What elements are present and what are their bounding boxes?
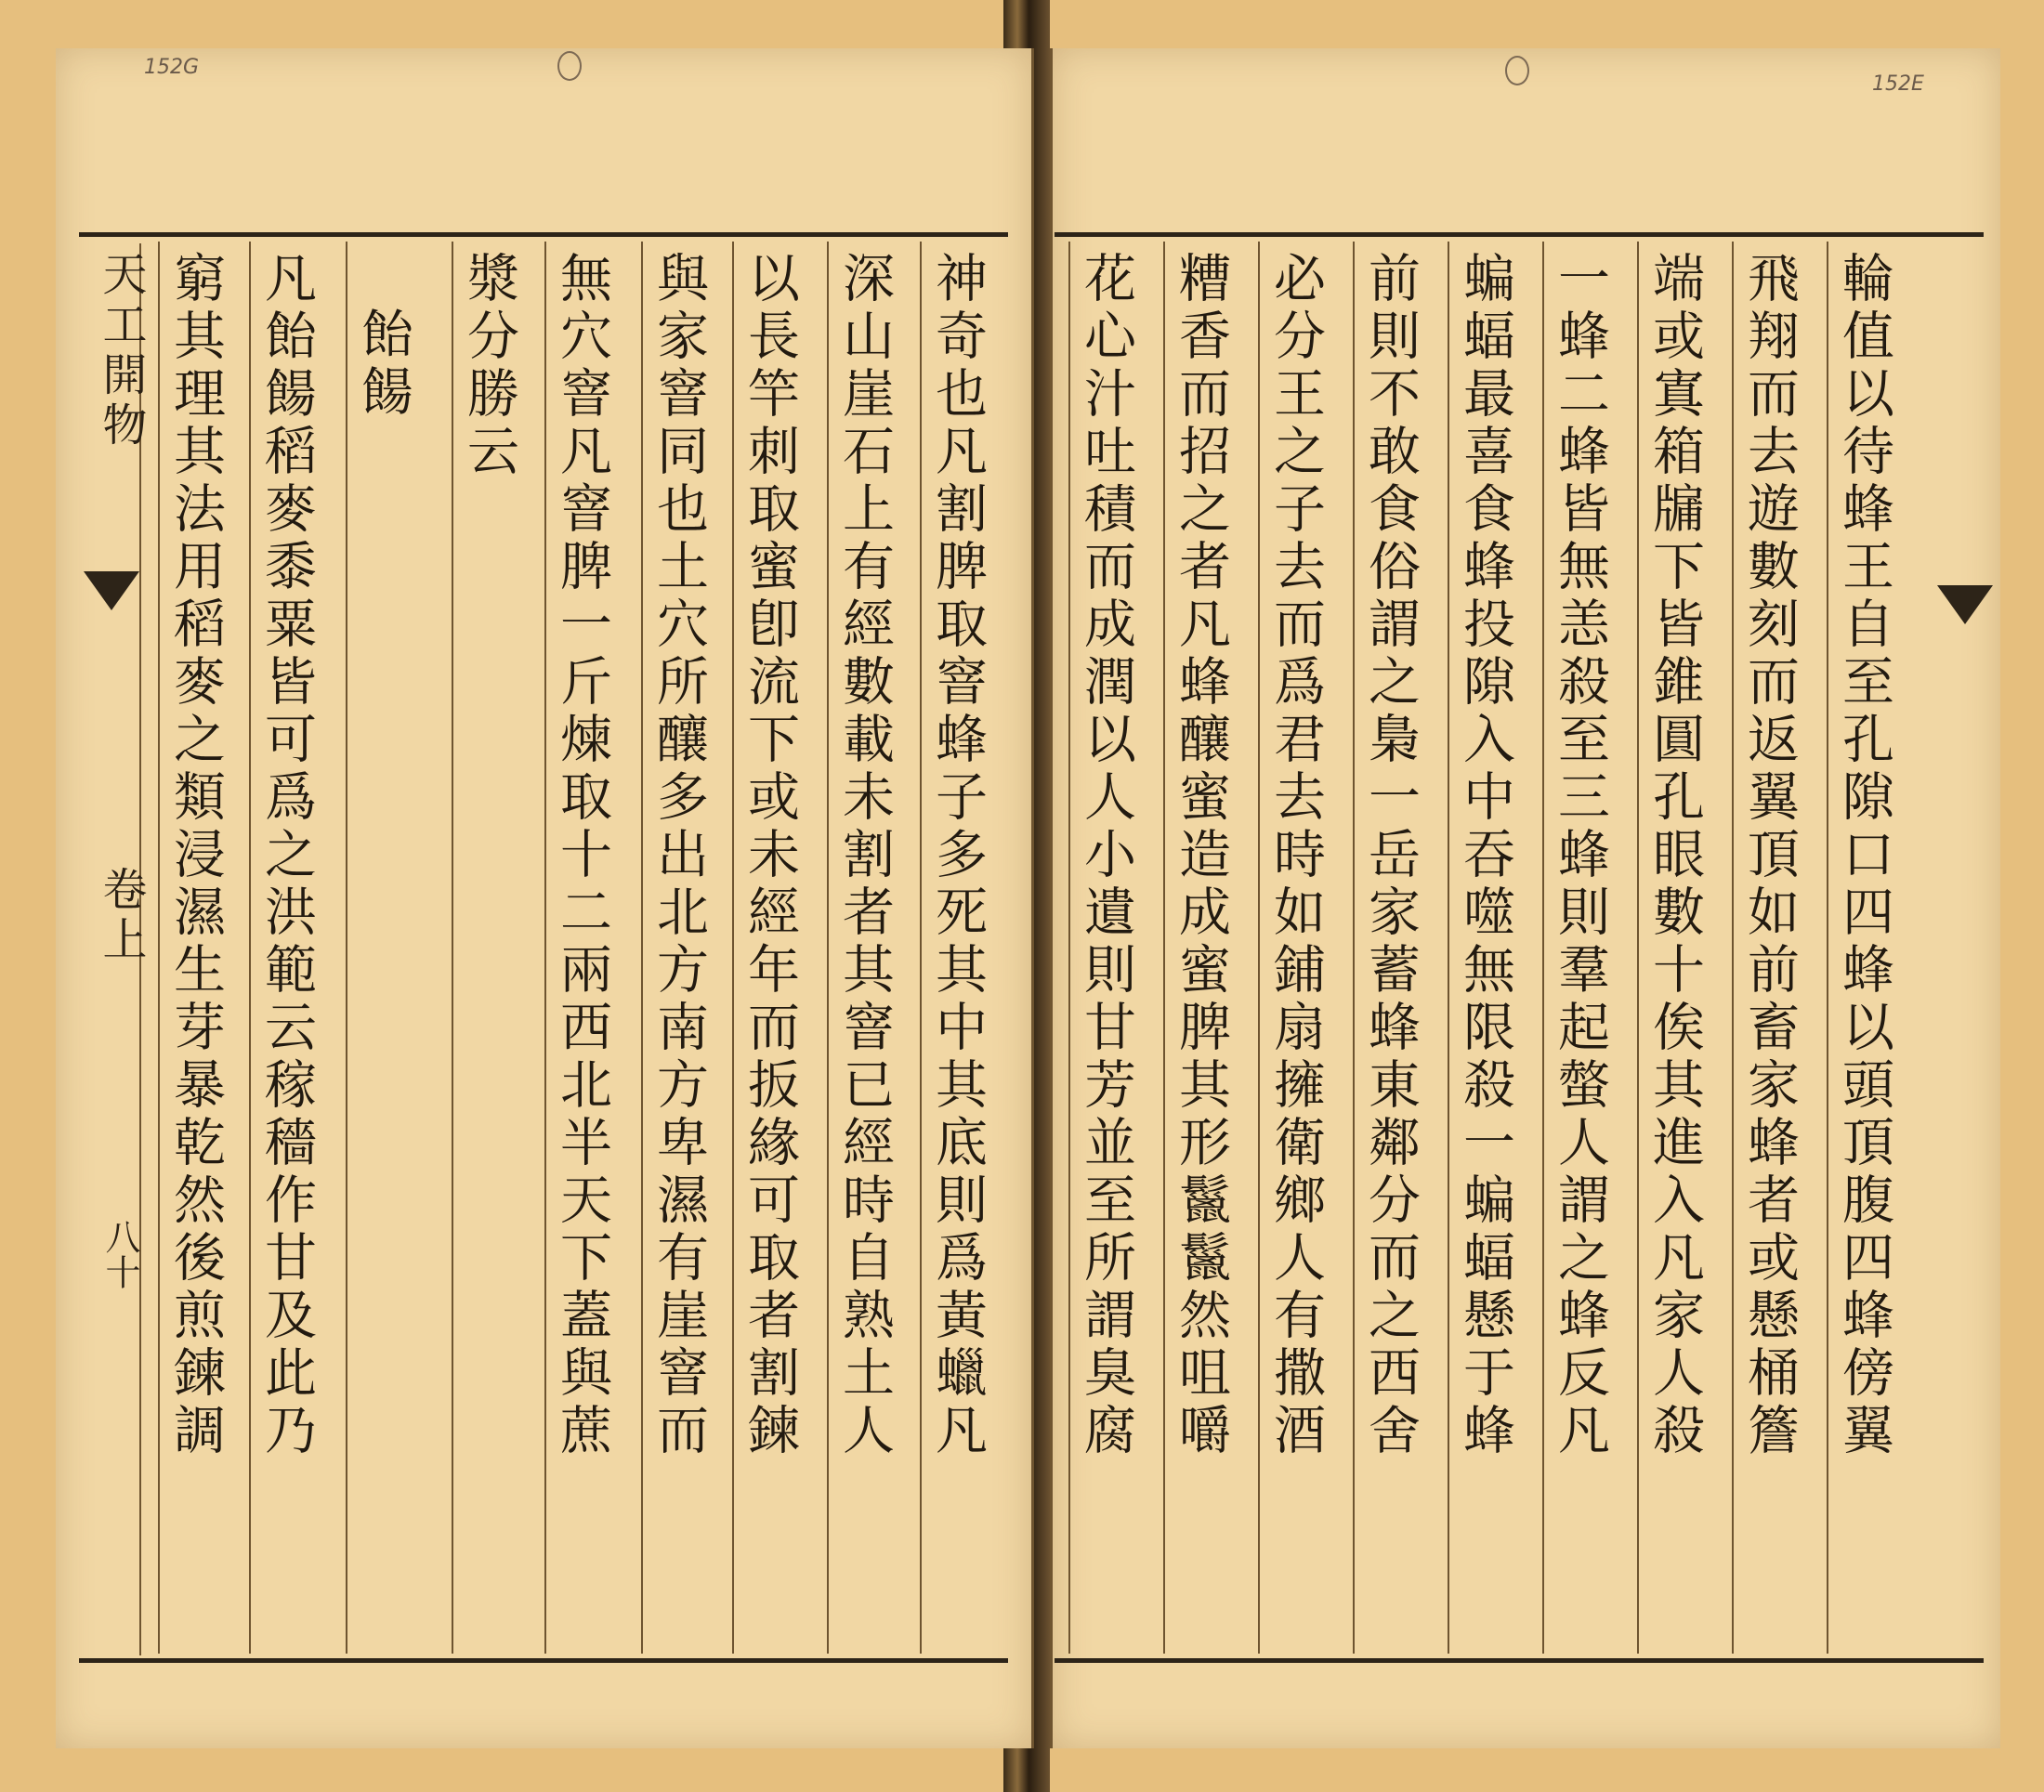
column-text: 一蜂二蜂皆無恙殺至三蜂則羣起螫人謂之蜂反凡 — [1550, 251, 1610, 1460]
text-column — [1068, 242, 1136, 1654]
text-column — [1353, 242, 1421, 1654]
pencil-mark-icon — [557, 51, 582, 81]
column-text: 前則不敢食俗謂之梟一岳家蓄蜂東鄰分而之西舍 — [1360, 251, 1421, 1460]
column-text: 以長竿刺取蜜卽流下或未經年而扳緣可取者割鍊 — [740, 251, 800, 1460]
text-column — [249, 242, 317, 1654]
column-text: 與家窨同也土穴所釀多出北方南方卑濕有崖窨而 — [649, 251, 709, 1460]
text-column — [732, 242, 800, 1654]
pencil-mark-icon — [1505, 56, 1529, 85]
section-heading-column — [346, 242, 413, 1654]
column-text: 無穴窨凡窨脾一斤煉取十二兩西北半天下蓋與蔗 — [552, 251, 612, 1460]
text-column — [1448, 242, 1515, 1654]
column-text: 神奇也凡割脾取窨蜂子多死其中其底則爲黃蠟凡 — [927, 251, 988, 1460]
text-column — [1827, 242, 1894, 1654]
column-text: 糟香而招之者凡蜂釀蜜造成蜜脾其形鬣鬣然咀嚼 — [1171, 251, 1231, 1460]
column-text: 漿分勝云 — [459, 251, 519, 481]
column-text: 蝙蝠最喜食蜂投隙入中吞噬無限殺一蝙蝠懸于蜂 — [1455, 251, 1515, 1460]
column-text: 輪值以待蜂王自至孔隙口四蜂以頭頂腹四蜂傍翼 — [1834, 251, 1894, 1460]
page-margin-column — [84, 243, 147, 1655]
column-text: 必分王之子去而爲君去時如鋪扇擁衛鄉人有撒酒 — [1265, 251, 1326, 1460]
text-column — [158, 242, 226, 1654]
catalog-mark-right: 152E — [1872, 72, 1924, 96]
column-text: 花心汁吐積而成潤以人小遺則甘芳並至所謂臭腐 — [1076, 251, 1136, 1460]
text-column — [452, 242, 519, 1654]
text-column — [1637, 242, 1705, 1654]
column-text: 深山崖石上有經數載未割者其窨已經時自熟土人 — [834, 251, 895, 1460]
book-title: 天工開物 — [95, 251, 147, 451]
volume-label: 卷上 — [95, 866, 147, 966]
column-text: 端或寘箱牖下皆錐圓孔眼數十俟其進入凡家人殺 — [1644, 251, 1705, 1460]
section-heading: 飴餳 — [353, 307, 413, 422]
text-column — [920, 242, 988, 1654]
folio-number: 八十 — [99, 1219, 140, 1289]
column-text: 飛翔而去遊數刻而返翼頂如前畜家蜂者或懸桶簷 — [1739, 251, 1800, 1460]
text-column — [1732, 242, 1800, 1654]
column-text: 窮其理其法用稻麥之類浸濕生芽暴乾然後煎鍊調 — [165, 251, 226, 1460]
text-column — [827, 242, 895, 1654]
text-column — [1163, 242, 1231, 1654]
catalog-mark-left: 152G — [144, 56, 200, 79]
text-column — [641, 242, 709, 1654]
text-column — [1542, 242, 1610, 1654]
text-column — [544, 242, 612, 1654]
column-text: 凡飴餳稻麥黍粟皆可爲之洪範云稼穡作甘及此乃 — [256, 251, 317, 1460]
text-column — [1258, 242, 1326, 1654]
